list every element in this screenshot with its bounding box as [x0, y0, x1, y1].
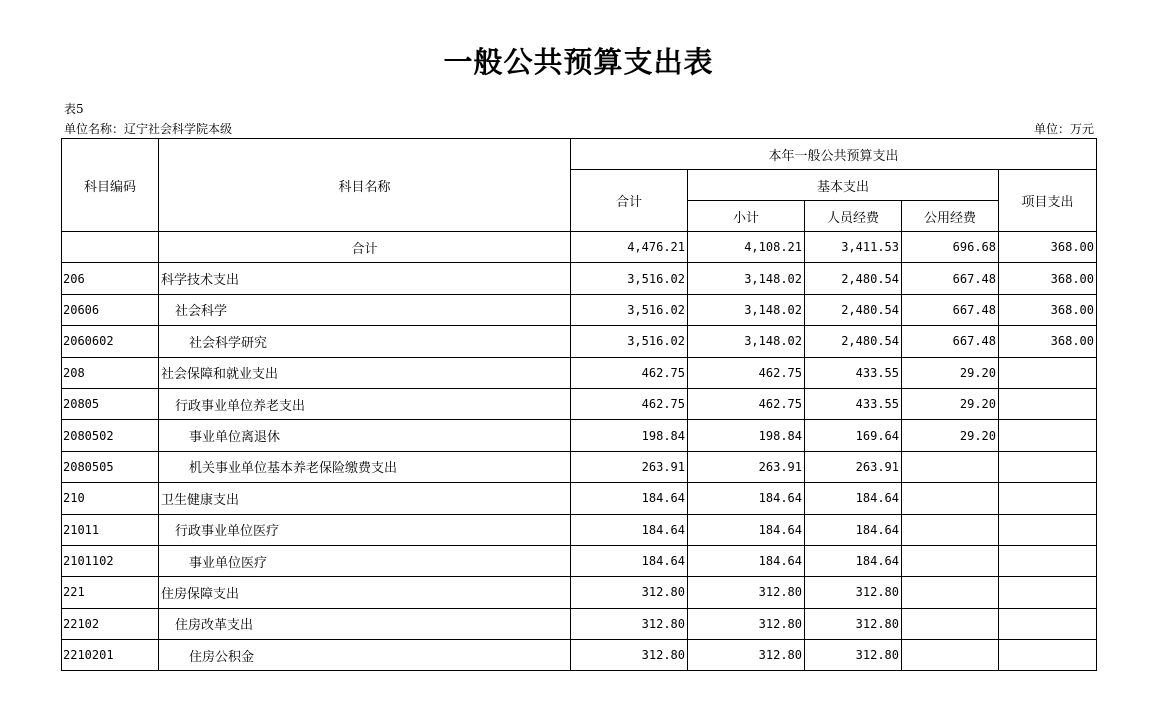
table-row: [62, 514, 1097, 545]
cell-name: 科学技术支出: [159, 263, 571, 294]
cell-code: 22102: [62, 608, 159, 639]
cell-project: [999, 451, 1097, 482]
table-row: [62, 420, 1097, 451]
cell-name: 社会保障和就业支出: [159, 357, 571, 388]
cell-personnel: 2,480.54: [805, 263, 902, 294]
table-row: [62, 294, 1097, 325]
cell-name: 社会科学研究: [159, 326, 571, 357]
cell-code: [62, 232, 159, 263]
cell-total: 184.64: [571, 483, 688, 514]
cell-subtotal: 3,148.02: [688, 263, 805, 294]
cell-code: 208: [62, 357, 159, 388]
cell-name: 机关事业单位基本养老保险缴费支出: [159, 451, 571, 482]
cell-personnel: 169.64: [805, 420, 902, 451]
cell-public: 667.48: [902, 326, 999, 357]
cell-code: 21011: [62, 514, 159, 545]
cell-personnel: 312.80: [805, 640, 902, 671]
organization-name: 单位名称：辽宁社会科学院本级: [64, 122, 233, 136]
cell-total: 462.75: [571, 388, 688, 419]
cell-project: [999, 640, 1097, 671]
cell-name: 合计: [159, 232, 571, 263]
table-row: [62, 545, 1097, 576]
cell-public: 696.68: [902, 232, 999, 263]
cell-code: 206: [62, 263, 159, 294]
cell-public: 29.20: [902, 420, 999, 451]
cell-project: 368.00: [999, 263, 1097, 294]
table-number: 表5: [64, 102, 84, 116]
header-code: 科目编码: [62, 139, 159, 232]
cell-total: 263.91: [571, 451, 688, 482]
cell-code: 221: [62, 577, 159, 608]
cell-code: 210: [62, 483, 159, 514]
header-group: 本年一般公共预算支出: [571, 139, 1097, 170]
cell-subtotal: 4,108.21: [688, 232, 805, 263]
cell-subtotal: 184.64: [688, 483, 805, 514]
cell-total: 184.64: [571, 514, 688, 545]
cell-personnel: 184.64: [805, 545, 902, 576]
cell-public: [902, 483, 999, 514]
cell-total: 3,516.02: [571, 326, 688, 357]
cell-total: 312.80: [571, 640, 688, 671]
cell-subtotal: 263.91: [688, 451, 805, 482]
cell-total: 462.75: [571, 357, 688, 388]
cell-subtotal: 184.64: [688, 514, 805, 545]
cell-personnel: 2,480.54: [805, 326, 902, 357]
cell-name: 行政事业单位养老支出: [159, 388, 571, 419]
cell-project: [999, 483, 1097, 514]
cell-subtotal: 3,148.02: [688, 326, 805, 357]
cell-name: 卫生健康支出: [159, 483, 571, 514]
cell-code: 2080505: [62, 451, 159, 482]
header-public: 公用经费: [902, 201, 999, 232]
header-name: 科目名称: [159, 139, 571, 232]
cell-total: 3,516.02: [571, 294, 688, 325]
unit-label: 单位：万元: [1033, 122, 1094, 136]
cell-project: [999, 388, 1097, 419]
cell-public: [902, 451, 999, 482]
cell-name: 行政事业单位医疗: [159, 514, 571, 545]
table-row: [62, 232, 1097, 263]
cell-project: 368.00: [999, 294, 1097, 325]
header-project: 项目支出: [999, 170, 1097, 232]
cell-subtotal: 312.80: [688, 640, 805, 671]
budget-table: [61, 138, 1097, 671]
cell-project: [999, 545, 1097, 576]
cell-code: 2060602: [62, 326, 159, 357]
table-body: [62, 232, 1097, 671]
cell-code: 2210201: [62, 640, 159, 671]
cell-public: [902, 608, 999, 639]
cell-subtotal: 198.84: [688, 420, 805, 451]
cell-personnel: 2,480.54: [805, 294, 902, 325]
cell-total: 4,476.21: [571, 232, 688, 263]
table-row: [62, 388, 1097, 419]
cell-total: 3,516.02: [571, 263, 688, 294]
cell-personnel: 312.80: [805, 608, 902, 639]
table-row: [62, 451, 1097, 482]
cell-public: 667.48: [902, 263, 999, 294]
cell-subtotal: 312.80: [688, 577, 805, 608]
table-row: [62, 640, 1097, 671]
cell-subtotal: 312.80: [688, 608, 805, 639]
cell-personnel: 433.55: [805, 388, 902, 419]
cell-name: 事业单位离退休: [159, 420, 571, 451]
cell-project: 368.00: [999, 326, 1097, 357]
cell-public: [902, 640, 999, 671]
cell-personnel: 312.80: [805, 577, 902, 608]
cell-code: 20606: [62, 294, 159, 325]
cell-name: 住房公积金: [159, 640, 571, 671]
cell-personnel: 184.64: [805, 514, 902, 545]
cell-public: 29.20: [902, 388, 999, 419]
header-personnel: 人员经费: [805, 201, 902, 232]
cell-project: [999, 514, 1097, 545]
cell-personnel: 433.55: [805, 357, 902, 388]
cell-name: 住房改革支出: [159, 608, 571, 639]
cell-project: [999, 420, 1097, 451]
cell-total: 184.64: [571, 545, 688, 576]
cell-code: 2080502: [62, 420, 159, 451]
cell-total: 198.84: [571, 420, 688, 451]
cell-project: [999, 577, 1097, 608]
cell-public: 667.48: [902, 294, 999, 325]
cell-personnel: 184.64: [805, 483, 902, 514]
cell-subtotal: 462.75: [688, 357, 805, 388]
cell-project: [999, 357, 1097, 388]
page-title: 一般公共预算支出表: [443, 45, 714, 79]
cell-public: [902, 577, 999, 608]
cell-code: 2101102: [62, 545, 159, 576]
cell-project: 368.00: [999, 232, 1097, 263]
cell-public: [902, 545, 999, 576]
table-row: [62, 608, 1097, 639]
cell-total: 312.80: [571, 577, 688, 608]
cell-public: 29.20: [902, 357, 999, 388]
cell-project: [999, 608, 1097, 639]
cell-public: [902, 514, 999, 545]
table-row: [62, 357, 1097, 388]
header-subtotal: 小计: [688, 201, 805, 232]
cell-subtotal: 3,148.02: [688, 294, 805, 325]
table-row: [62, 326, 1097, 357]
cell-name: 住房保障支出: [159, 577, 571, 608]
cell-personnel: 3,411.53: [805, 232, 902, 263]
cell-code: 20805: [62, 388, 159, 419]
cell-personnel: 263.91: [805, 451, 902, 482]
cell-name: 社会科学: [159, 294, 571, 325]
cell-subtotal: 462.75: [688, 388, 805, 419]
cell-subtotal: 184.64: [688, 545, 805, 576]
header-basic: 基本支出: [688, 170, 999, 201]
table-row: [62, 577, 1097, 608]
table-row: [62, 483, 1097, 514]
header-total: 合计: [571, 170, 688, 232]
cell-name: 事业单位医疗: [159, 545, 571, 576]
table-row: [62, 263, 1097, 294]
cell-total: 312.80: [571, 608, 688, 639]
